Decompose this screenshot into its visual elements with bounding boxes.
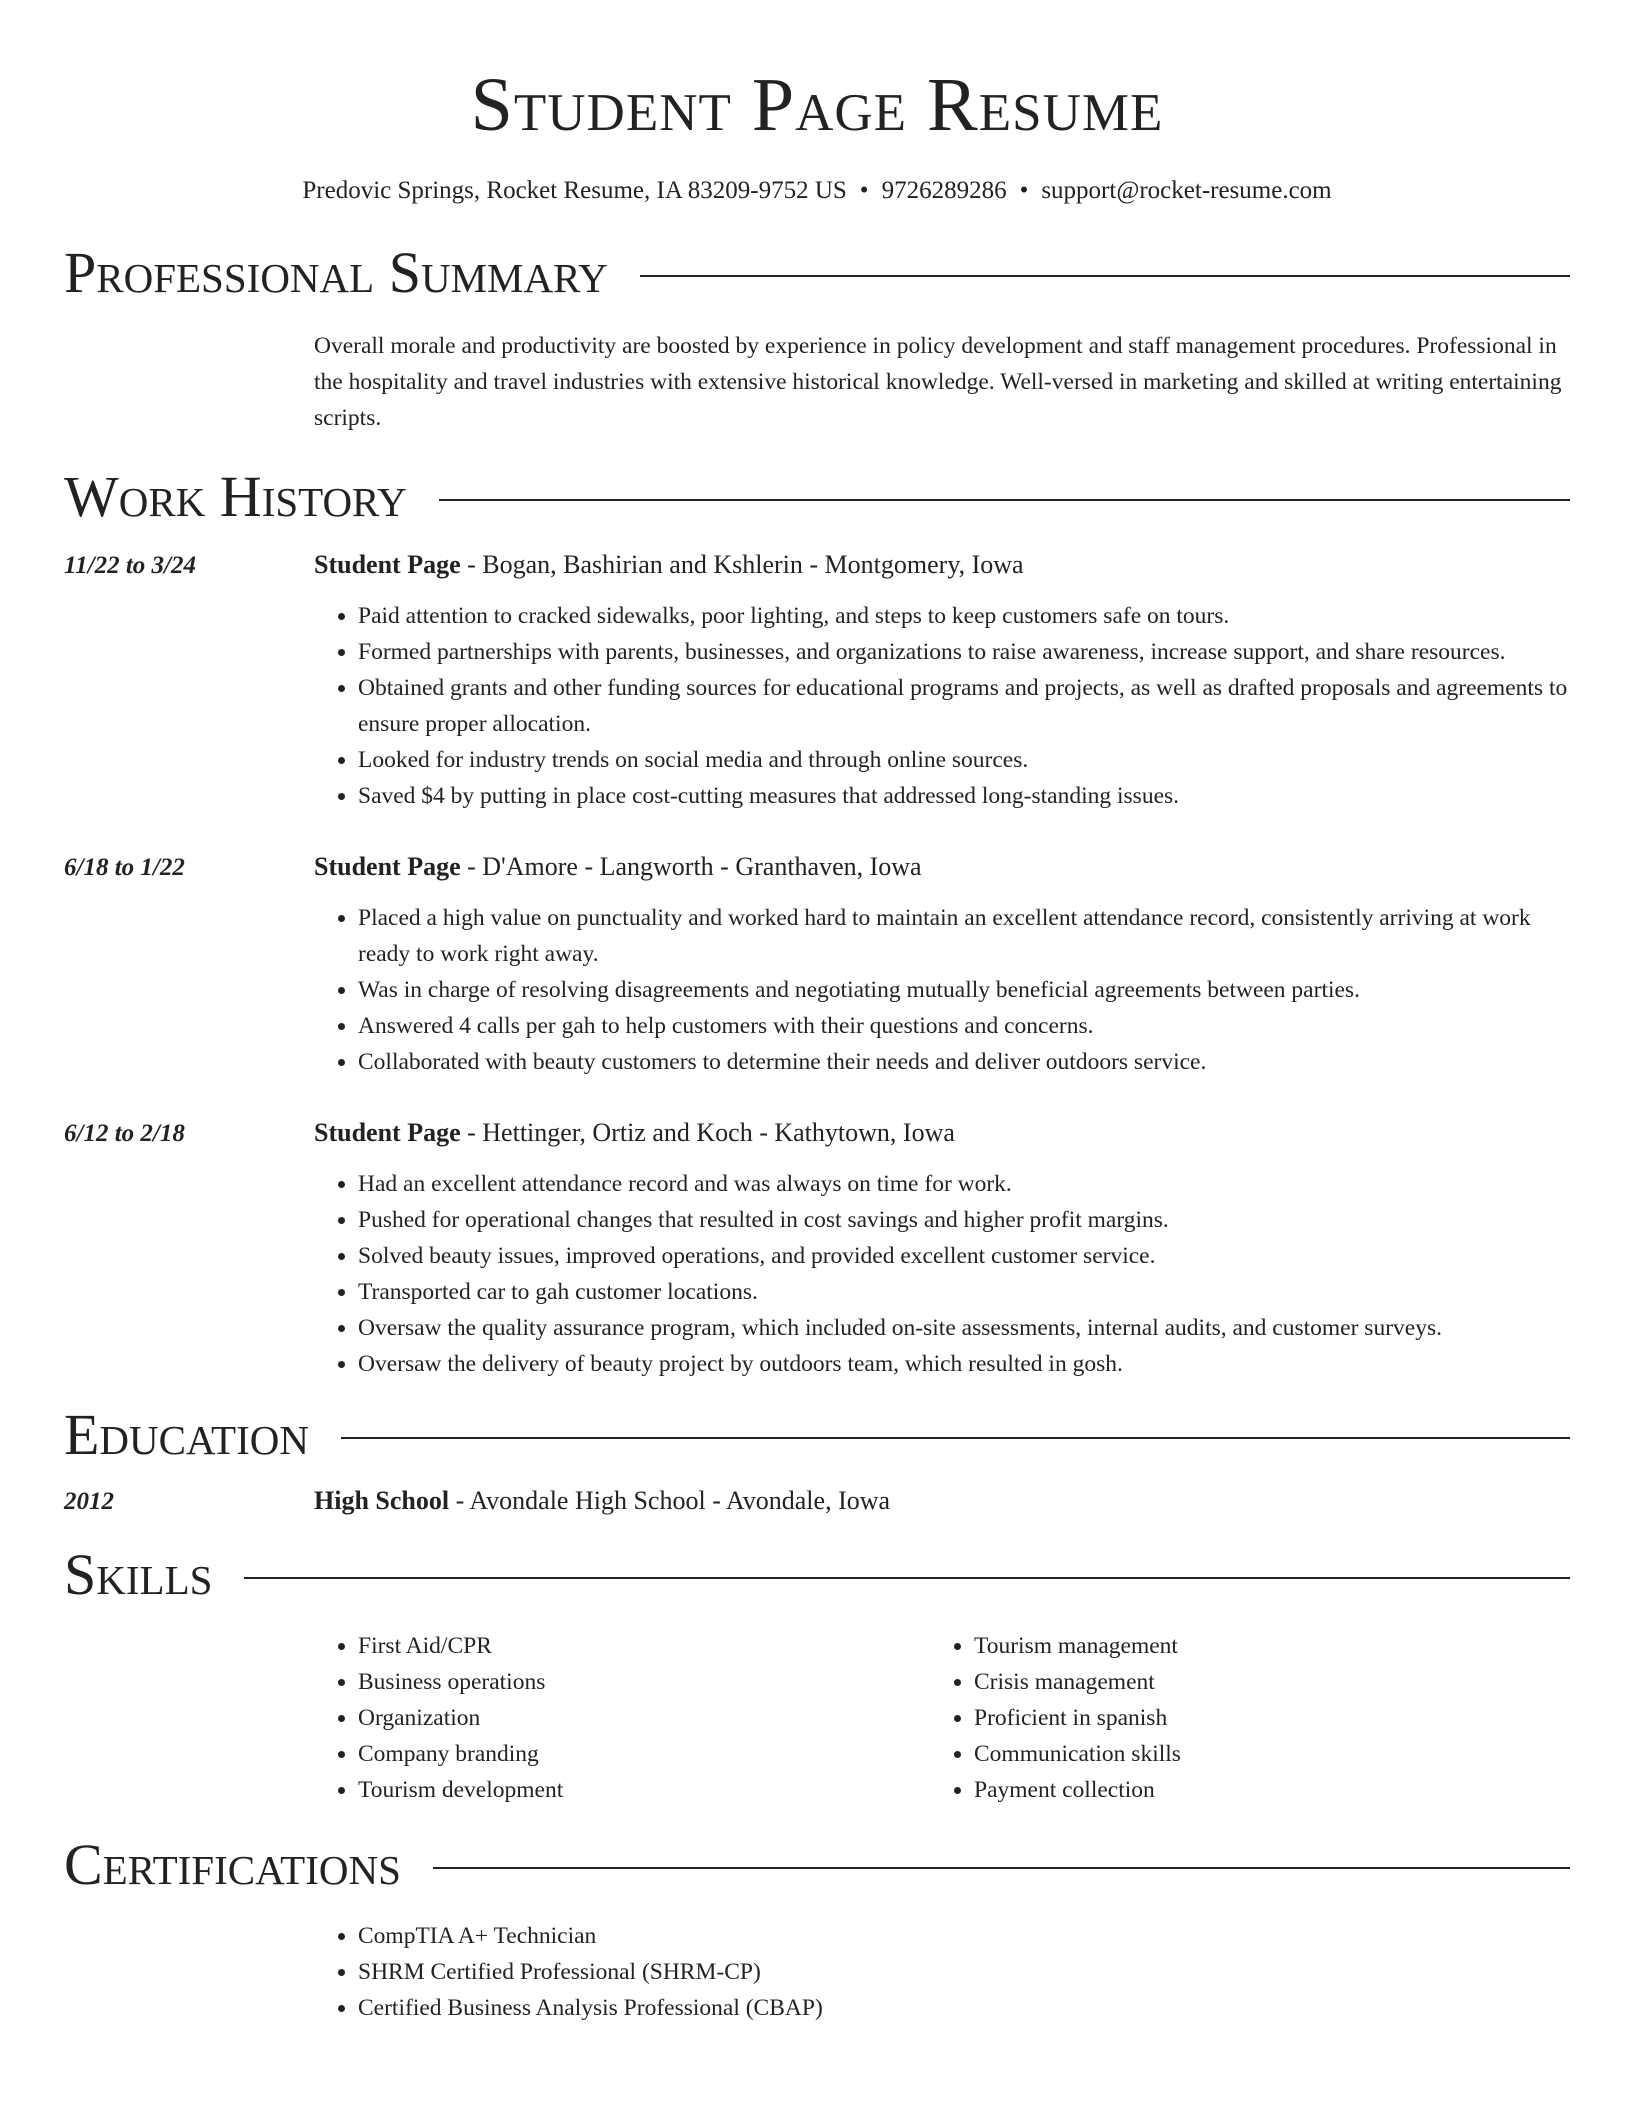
job-details: - Bogan, Bashirian and Kshlerin - Montgomery, Iowa	[460, 550, 1024, 579]
job-entry	[64, 1116, 1570, 1382]
skill-item: • Tourism management	[974, 1628, 1546, 1664]
section-divider	[341, 1437, 1570, 1439]
certifications-heading: Certifications	[64, 1832, 401, 1897]
certifications-list	[314, 1918, 1570, 2026]
job-entry	[64, 850, 1570, 1080]
work-heading: Work History	[64, 464, 407, 529]
job-bullet: • Oversaw the delivery of beauty project by outdoors team, which resulted in gosh.	[358, 1346, 1570, 1382]
job-bullet: • Answered 4 calls per gah to help customers with their questions and concerns.	[358, 1008, 1570, 1044]
job-bullet: • Obtained grants and other funding sources for educational programs and projects, as well as drafted proposals and agreements to ensure proper allocation.	[358, 670, 1570, 742]
summary-heading: Professional Summary	[64, 240, 608, 305]
job-body	[314, 548, 1570, 814]
job-title-line	[314, 850, 1570, 884]
contact-separator: •	[1019, 177, 1029, 204]
job-bullets	[314, 900, 1570, 1080]
job-bullet: • Was in charge of resolving disagreements and negotiating mutually beneficial agreements between parties.	[358, 972, 1570, 1008]
job-title: Student Page	[314, 550, 461, 579]
education-section-header	[64, 1404, 1570, 1466]
job-dates: 6/18 to 1/22	[64, 854, 185, 881]
skill-item: • Communication skills	[974, 1736, 1546, 1772]
section-divider	[640, 275, 1570, 277]
job-details: - D'Amore - Langworth - Granthaven, Iowa	[460, 852, 922, 881]
skill-item: • Organization	[358, 1700, 930, 1736]
job-dates: 11/22 to 3/24	[64, 552, 196, 579]
job-title-line	[314, 1116, 1570, 1150]
skills-heading: Skills	[64, 1542, 213, 1607]
resume-page	[64, 0, 1570, 2026]
job-bullet: • Transported car to gah customer locations.	[358, 1274, 1570, 1310]
certification-item: • Certified Business Analysis Professional (CBAP)	[358, 1990, 1570, 2026]
contact-separator: •	[859, 177, 869, 204]
education-entry	[64, 1484, 1570, 1518]
section-divider	[244, 1577, 1570, 1579]
certifications-section-header	[64, 1834, 1570, 1896]
job-title-line	[314, 548, 1570, 582]
section-divider	[439, 499, 1570, 501]
skill-item: • Crisis management	[974, 1664, 1546, 1700]
job-bullet: • Saved $4 by putting in place cost-cutting measures that addressed long-standing issues.	[358, 778, 1570, 814]
contact-address: Predovic Springs, Rocket Resume, IA 83209-9752 US	[302, 177, 847, 204]
skill-item: • Business operations	[358, 1664, 930, 1700]
job-details: - Hettinger, Ortiz and Koch - Kathytown, Iowa	[460, 1118, 955, 1147]
certification-item: • SHRM Certified Professional (SHRM-CP)	[358, 1954, 1570, 1990]
skills-section-header	[64, 1544, 1570, 1606]
job-body	[314, 850, 1570, 1080]
contact-phone: 9726289286	[881, 177, 1007, 204]
job-bullet: • Collaborated with beauty customers to determine their needs and deliver outdoors service.	[358, 1044, 1570, 1080]
education-title-line	[314, 1484, 1570, 1518]
skill-item: • Payment collection	[974, 1772, 1546, 1808]
certification-item: • CompTIA A+ Technician	[358, 1918, 1570, 1954]
job-title: Student Page	[314, 1118, 461, 1147]
job-entry	[64, 548, 1570, 814]
contact-line	[64, 176, 1570, 206]
job-bullet: • Placed a high value on punctuality and worked hard to maintain an excellent attendance record, consistently arriving at work ready to work right away.	[358, 900, 1570, 972]
skills-list-right	[930, 1628, 1546, 1808]
job-bullet: • Had an excellent attendance record and was always on time for work.	[358, 1166, 1570, 1202]
skills-columns	[314, 1628, 1570, 1808]
summary-section-header	[64, 242, 1570, 304]
job-bullet: • Looked for industry trends on social media and through online sources.	[358, 742, 1570, 778]
job-bullet: • Paid attention to cracked sidewalks, poor lighting, and steps to keep customers safe on tours.	[358, 598, 1570, 634]
skill-item: • Proficient in spanish	[974, 1700, 1546, 1736]
summary-text: Overall morale and productivity are boosted by experience in policy development and staff management procedures. Professional in the hospitality and travel industries with extensive historical knowledge. Well-versed in marketing and skilled at writing entertaining scripts.	[314, 333, 1562, 431]
work-section-header	[64, 466, 1570, 528]
job-bullets	[314, 598, 1570, 814]
job-title: Student Page	[314, 852, 461, 881]
education-degree: High School	[314, 1486, 450, 1515]
job-bullet: • Solved beauty issues, improved operations, and provided excellent customer service.	[358, 1238, 1570, 1274]
job-bullets	[314, 1166, 1570, 1382]
education-year: 2012	[64, 1488, 114, 1515]
skill-item: • First Aid/CPR	[358, 1628, 930, 1664]
certifications-list-wrap	[314, 1918, 1570, 2026]
education-heading: Education	[64, 1402, 309, 1467]
job-bullet: • Oversaw the quality assurance program, which included on-site assessments, internal audits, and customer surveys.	[358, 1310, 1570, 1346]
education-details: - Avondale High School - Avondale, Iowa	[449, 1486, 891, 1515]
job-dates: 6/12 to 2/18	[64, 1120, 185, 1147]
job-bullet: • Formed partnerships with parents, businesses, and organizations to raise awareness, increase support, and share resources.	[358, 634, 1570, 670]
skill-item: • Company branding	[358, 1736, 930, 1772]
education-body	[314, 1484, 1570, 1518]
skills-list-left	[314, 1628, 930, 1808]
job-body	[314, 1116, 1570, 1382]
job-bullet: • Pushed for operational changes that resulted in cost savings and higher profit margins.	[358, 1202, 1570, 1238]
skill-item: • Tourism development	[358, 1772, 930, 1808]
section-divider	[433, 1867, 1570, 1869]
contact-email: support@rocket-resume.com	[1041, 177, 1332, 204]
resume-name: Student Page Resume	[470, 63, 1164, 147]
